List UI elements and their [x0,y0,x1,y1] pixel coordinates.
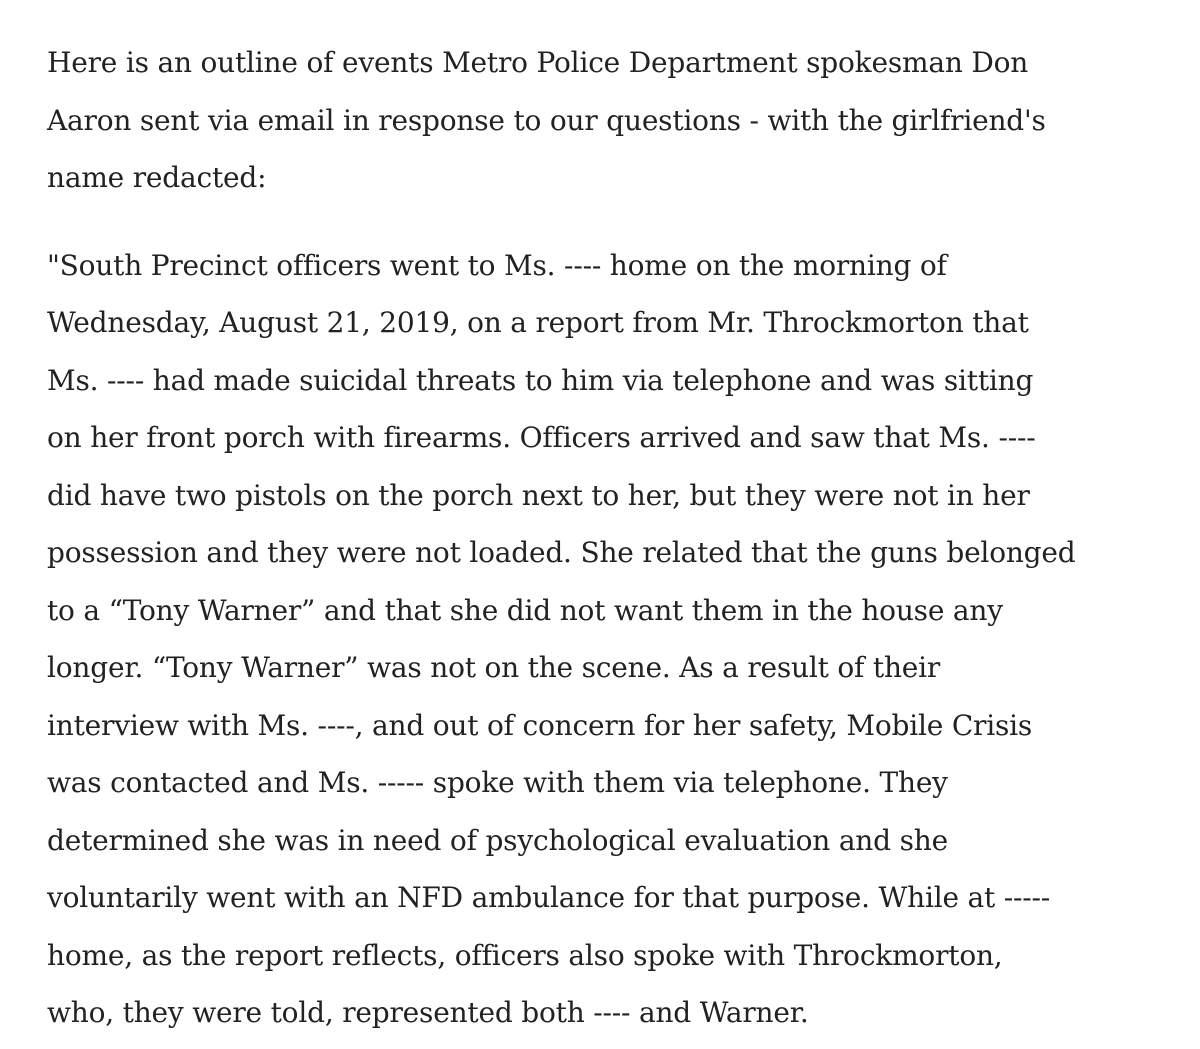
text-line: on her front porch with firearms. Officers arrived and saw that Ms. ---- [47,421,1036,454]
paragraph-spacer [47,207,1165,237]
text-line: longer. “Tony Warner” was not on the scene. As a result of their [47,651,941,684]
text-line: name redacted: [47,161,267,194]
intro-paragraph [47,34,1165,207]
text-line: Here is an outline of events Metro Police Department spokesman Don [47,46,1029,79]
text-line: who, they were told, represented both ---- and Warner. [47,996,809,1029]
quoted-statement-paragraph [47,237,1165,1042]
text-line: to a “Tony Warner” and that she did not want them in the house any [47,593,1003,627]
text-line: was contacted and Ms. ----- spoke with them via telephone. They [47,766,948,799]
text-line: Ms. ---- had made suicidal threats to him via telephone and was sitting [47,363,1034,397]
text-line: home, as the report reflects, officers also spoke with Throckmorton, [47,938,1003,972]
text-line: Wednesday, August 21, 2019, on a report from Mr. Throckmorton that [47,306,1029,339]
text-line: interview with Ms. ----, and out of concern for her safety, Mobile Crisis [47,708,1033,742]
text-line: determined she was in need of psychological evaluation and she [47,823,948,857]
text-line: "South Precinct officers went to Ms. ---- home on the morning of [47,248,947,282]
text-line: possession and they were not loaded. She related that the guns belonged [47,536,1076,569]
text-line: Aaron sent via email in response to our questions - with the girlfriend's [47,103,1046,137]
text-line: did have two pistols on the porch next to her, but they were not in her [47,478,1030,512]
text-line: voluntarily went with an NFD ambulance for that purpose. While at ----- [47,881,1051,914]
article-body [47,34,1165,1042]
